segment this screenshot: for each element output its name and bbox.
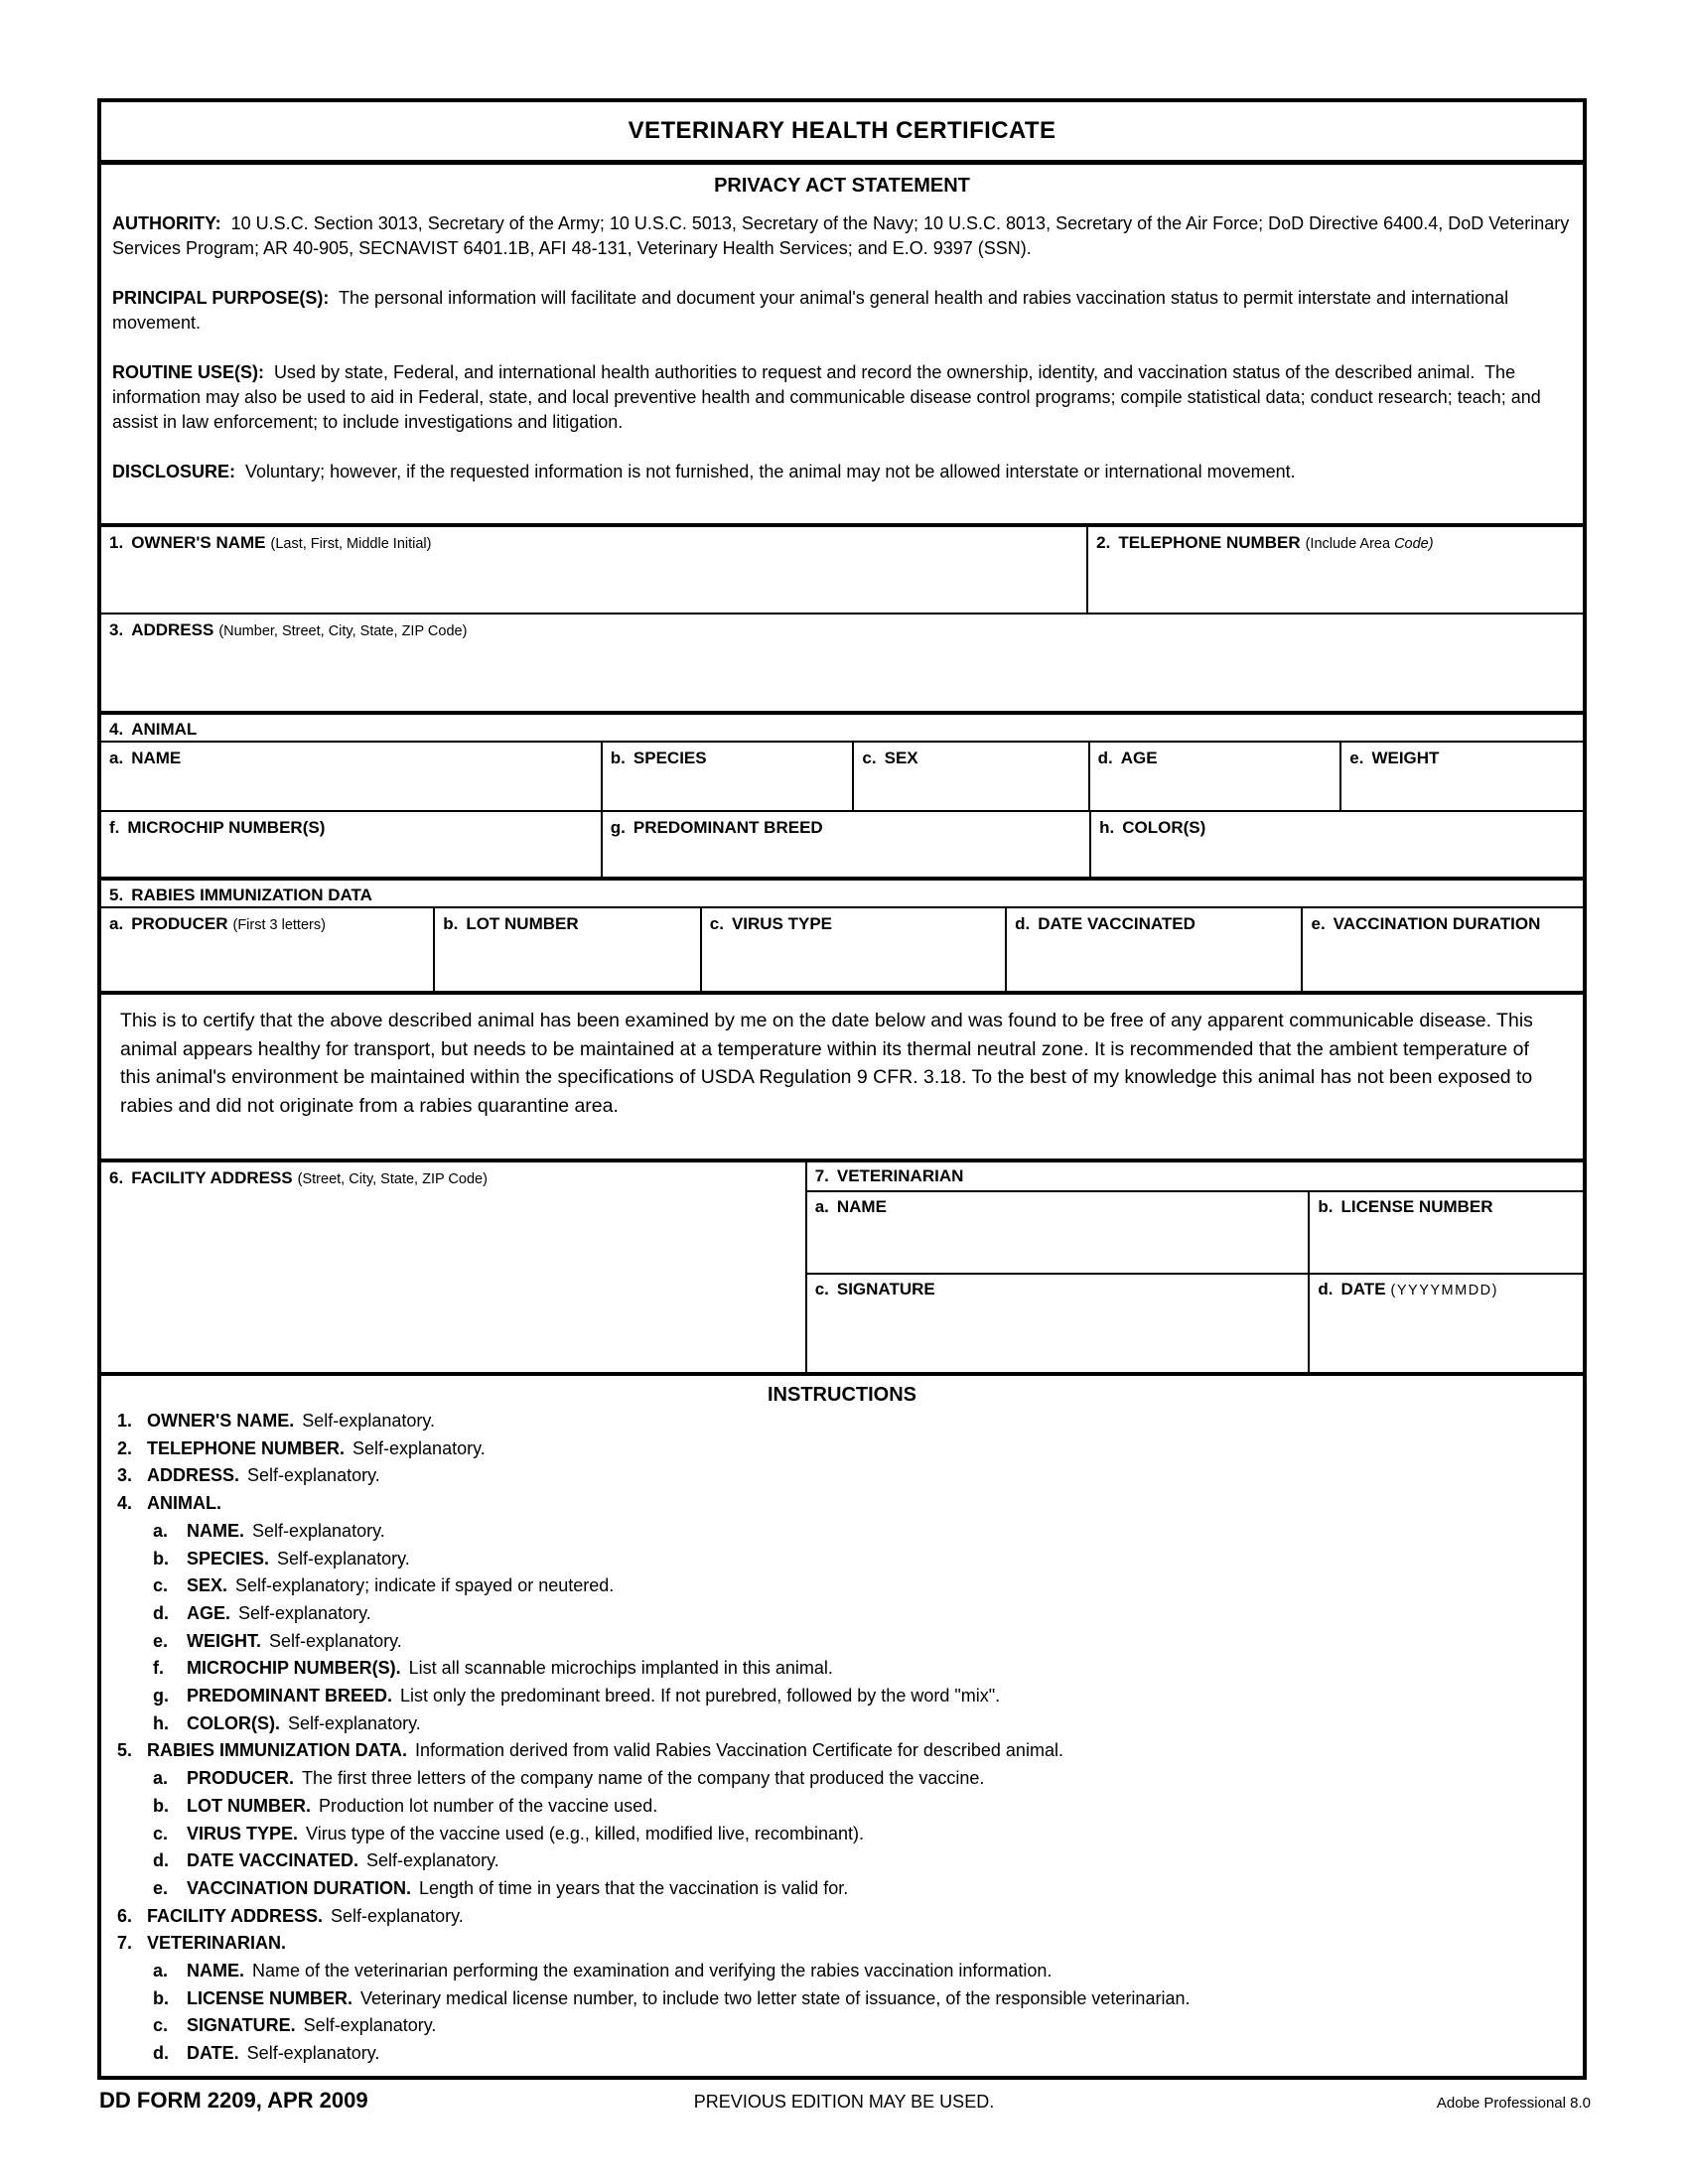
veterinarian-section xyxy=(805,1162,1583,1372)
item-text: Veterinary medical license number, to include two letter state of issuance, of the responsible veterinarian. xyxy=(360,1987,1191,2008)
paragraph-text: Voluntary; however, if the requested information is not furnished, the animal may not be allowed interstate or international movement. xyxy=(235,462,1296,481)
field-paren: (Number, Street, City, State, ZIP Code) xyxy=(218,623,468,639)
field-label: ADDRESS xyxy=(131,620,214,639)
section-label: VETERINARIAN xyxy=(836,1166,964,1185)
item-text: Self-explanatory. xyxy=(252,1520,385,1541)
privacy-act-section xyxy=(101,165,1583,527)
item-number: e. xyxy=(153,1877,169,1898)
field-label: WEIGHT xyxy=(1371,749,1440,767)
field-number: d. xyxy=(1015,914,1031,933)
field-microchip-numbers[interactable] xyxy=(101,812,601,877)
field-paren: (Street, City, State, ZIP Code) xyxy=(297,1171,488,1187)
field-label: OWNER'S NAME xyxy=(131,533,266,552)
item-number: 1. xyxy=(117,1411,133,1431)
instructions-heading: INSTRUCTIONS xyxy=(768,1384,916,1406)
item-label: DATE VACCINATED. xyxy=(187,1850,358,1871)
field-label: VIRUS TYPE xyxy=(731,914,833,933)
privacy-paragraph-purpose xyxy=(112,286,1572,336)
item-label: LOT NUMBER. xyxy=(187,1795,311,1816)
instruction-item-5b xyxy=(101,1793,1583,1821)
instruction-item-4g xyxy=(101,1683,1583,1710)
item-text: Self-explanatory. xyxy=(277,1548,410,1569)
instruction-item-4h xyxy=(101,1710,1583,1738)
item-label: DATE. xyxy=(187,2043,239,2064)
item-label: NAME. xyxy=(187,1520,244,1541)
item-label: OWNER'S NAME. xyxy=(147,1411,295,1431)
item-text: List only the predominant breed. If not purebred, followed by the word "mix". xyxy=(400,1686,1001,1706)
item-number: 6. xyxy=(117,1905,133,1926)
instruction-item-5d xyxy=(101,1847,1583,1875)
field-paren: (YYYYMMDD) xyxy=(1390,1283,1498,1298)
field-label: LOT NUMBER xyxy=(466,914,579,933)
item-text: Length of time in years that the vaccination is valid for. xyxy=(418,1877,849,1898)
item-label: MICROCHIP NUMBER(S). xyxy=(187,1658,401,1679)
item-number: e. xyxy=(153,1630,169,1651)
field-number: a. xyxy=(109,914,124,933)
field-owner-name[interactable] xyxy=(101,527,1086,613)
field-label: PREDOMINANT BREED xyxy=(633,818,823,837)
field-label: NAME xyxy=(131,749,182,767)
field-number: c. xyxy=(814,1280,829,1298)
field-veterinarian-name[interactable] xyxy=(807,1192,1309,1273)
instruction-item-2 xyxy=(101,1435,1583,1463)
item-number: h. xyxy=(153,1712,169,1733)
instruction-item-6 xyxy=(101,1903,1583,1931)
item-text: Name of the veterinarian performing the examination and verifying the rabies vaccination information. xyxy=(252,1961,1053,1981)
form-title: VETERINARY HEALTH CERTIFICATE xyxy=(101,102,1583,165)
paragraph-lead: DISCLOSURE: xyxy=(112,462,236,481)
item-label: VIRUS TYPE. xyxy=(187,1823,299,1843)
item-number: a. xyxy=(153,1520,169,1541)
item-number: a. xyxy=(153,1961,169,1981)
item-number: 3. xyxy=(117,1465,133,1486)
item-number: 2. xyxy=(117,1437,133,1458)
instruction-item-5c xyxy=(101,1821,1583,1848)
section-number: 7. xyxy=(814,1166,829,1185)
field-number: e. xyxy=(1349,749,1364,767)
item-text: Self-explanatory. xyxy=(331,1905,464,1926)
field-label: NAME xyxy=(836,1197,887,1216)
dd-form-2209 xyxy=(97,98,1587,2080)
field-number: 3. xyxy=(109,620,124,639)
item-label: NAME. xyxy=(187,1961,244,1981)
field-number: 1. xyxy=(109,533,124,552)
previous-edition-note: PREVIOUS EDITION MAY BE USED. xyxy=(693,2092,995,2112)
item-text: Self-explanatory. xyxy=(247,1465,380,1486)
item-number: b. xyxy=(153,1795,169,1816)
section-header-rabies xyxy=(101,877,1583,908)
field-number: g. xyxy=(610,818,626,837)
instruction-item-5a xyxy=(101,1765,1583,1793)
field-label: SIGNATURE xyxy=(836,1280,935,1298)
field-producer[interactable] xyxy=(101,908,433,991)
item-text: Self-explanatory. xyxy=(246,2043,380,2064)
field-address[interactable] xyxy=(101,614,1583,711)
field-paren: (First 3 letters) xyxy=(232,917,326,933)
item-number: g. xyxy=(153,1686,169,1706)
item-label: ANIMAL. xyxy=(147,1493,221,1514)
item-label: TELEPHONE NUMBER. xyxy=(147,1437,346,1458)
item-text: Self-explanatory. xyxy=(352,1437,486,1458)
paragraph-text: The personal information will facilitate and document your animal's general health and rabies vaccination status to permit interstate and international movement. xyxy=(112,288,1514,333)
item-number: a. xyxy=(153,1768,169,1789)
instruction-item-7d xyxy=(101,2040,1583,2068)
field-age[interactable] xyxy=(1088,743,1340,810)
field-number: h. xyxy=(1099,818,1115,837)
item-number: c. xyxy=(153,1575,169,1596)
instruction-item-1 xyxy=(101,1408,1583,1435)
paren-italic-text: Code) xyxy=(1394,536,1434,552)
instruction-item-4e xyxy=(101,1628,1583,1656)
field-label: PRODUCER xyxy=(131,914,228,933)
field-colors[interactable] xyxy=(1089,812,1583,877)
item-label: VACCINATION DURATION. xyxy=(187,1877,411,1898)
section-label: RABIES IMMUNIZATION DATA xyxy=(131,886,372,904)
item-label: COLOR(S). xyxy=(187,1712,280,1733)
field-label: AGE xyxy=(1120,749,1158,767)
page-footer xyxy=(97,2088,1591,2117)
form-number: DD FORM 2209, APR 2009 xyxy=(99,2088,368,2113)
field-weight[interactable] xyxy=(1339,743,1583,810)
section-header-animal xyxy=(101,711,1583,743)
field-number: e. xyxy=(1311,914,1326,933)
item-label: AGE. xyxy=(187,1602,231,1623)
item-text: List all scannable microchips implanted in this animal. xyxy=(408,1658,833,1679)
instruction-item-4 xyxy=(101,1490,1583,1518)
item-label: WEIGHT. xyxy=(187,1630,261,1651)
instruction-item-5e xyxy=(101,1875,1583,1903)
field-date-vaccinated[interactable] xyxy=(1005,908,1301,991)
field-animal-name[interactable] xyxy=(101,743,601,810)
instruction-item-3 xyxy=(101,1462,1583,1490)
field-label: COLOR(S) xyxy=(1122,818,1206,837)
field-label: DATE VACCINATED xyxy=(1038,914,1196,933)
field-date[interactable] xyxy=(1308,1275,1583,1372)
field-telephone-number[interactable] xyxy=(1086,527,1583,613)
field-label: MICROCHIP NUMBER(S) xyxy=(127,818,326,837)
item-text: The first three letters of the company name of the company that produced the vaccine. xyxy=(302,1768,985,1789)
item-number: d. xyxy=(153,1850,169,1871)
item-number: d. xyxy=(153,2043,169,2064)
item-label: SEX. xyxy=(187,1575,228,1596)
paragraph-lead: AUTHORITY: xyxy=(112,213,221,233)
instruction-item-4c xyxy=(101,1572,1583,1600)
item-text: Virus type of the vaccine used (e.g., killed, modified live, recombinant). xyxy=(306,1823,864,1843)
field-number: c. xyxy=(862,749,877,767)
field-label: LICENSE NUMBER xyxy=(1340,1197,1493,1216)
item-label: SIGNATURE. xyxy=(187,2015,296,2036)
field-label: FACILITY ADDRESS xyxy=(131,1168,293,1187)
field-number: 6. xyxy=(109,1168,124,1187)
instruction-item-5 xyxy=(101,1737,1583,1765)
section-header-veterinarian xyxy=(807,1162,1583,1192)
item-text: Production lot number of the vaccine used. xyxy=(319,1795,658,1816)
field-paren xyxy=(1306,536,1434,552)
paragraph-text: Used by state, Federal, and international health authorities to request and record the ownership, identity, and vaccination status of the described animal. The information may also be used to aid in Federal, state, and local preventive health and communicable disease control programs; compile statistical data; conduct research; teach; and assist in law enforcement; to include investigations and litigation. xyxy=(112,362,1546,432)
item-label: PRODUCER. xyxy=(187,1768,295,1789)
field-number: a. xyxy=(814,1197,829,1216)
item-text: Self-explanatory. xyxy=(302,1411,436,1431)
instruction-item-4f xyxy=(101,1655,1583,1683)
paren-text: (Include Area xyxy=(1305,536,1395,552)
item-label: LICENSE NUMBER. xyxy=(187,1987,353,2008)
field-signature[interactable] xyxy=(807,1275,1309,1372)
field-number: b. xyxy=(443,914,459,933)
item-label: RABIES IMMUNIZATION DATA. xyxy=(147,1740,407,1761)
item-text: Self-explanatory. xyxy=(238,1602,371,1623)
item-label: PREDOMINANT BREED. xyxy=(187,1686,393,1706)
field-sex[interactable] xyxy=(852,743,1087,810)
field-species[interactable] xyxy=(601,743,853,810)
field-paren: (Last, First, Middle Initial) xyxy=(270,536,432,552)
item-number: b. xyxy=(153,1987,169,2008)
privacy-paragraph-disclosure xyxy=(112,460,1572,484)
item-number: f. xyxy=(153,1658,164,1679)
privacy-paragraph-authority xyxy=(112,211,1575,261)
instruction-item-4d xyxy=(101,1600,1583,1628)
item-number: c. xyxy=(153,2015,169,2036)
field-facility-address[interactable] xyxy=(101,1162,805,1372)
field-lot-number[interactable] xyxy=(433,908,700,991)
field-vaccination-duration[interactable] xyxy=(1301,908,1583,991)
item-number: 7. xyxy=(117,1933,133,1954)
field-number: d. xyxy=(1318,1280,1334,1298)
field-number: c. xyxy=(709,914,724,933)
paragraph-lead: PRINCIPAL PURPOSE(S): xyxy=(112,288,330,308)
field-predominant-breed[interactable] xyxy=(601,812,1089,877)
item-text: Information derived from valid Rabies Vaccination Certificate for described animal. xyxy=(414,1740,1063,1761)
item-number: 5. xyxy=(117,1740,133,1761)
instruction-item-7b xyxy=(101,1985,1583,2013)
instruction-item-7c xyxy=(101,2012,1583,2040)
field-number: b. xyxy=(610,749,626,767)
certification-statement: This is to certify that the above described animal has been examined by me on the date below and was found to be free of any apparent communicable disease. This animal appears healthy for transport, but needs to be maintained at a temperature within its thermal neutral zone. It is recommended that the ambient temperature of this animal's environment be maintained within the specifications of USDA Regulation 9 CFR. 3.18. To the best of my knowledge this animal has not been exposed to rabies and did not originate from a rabies quarantine area. xyxy=(101,991,1583,1159)
item-label: VETERINARIAN. xyxy=(147,1933,287,1954)
section-label: ANIMAL xyxy=(131,720,198,739)
item-text: Self-explanatory. xyxy=(269,1630,402,1651)
section-number: 4. xyxy=(109,720,124,739)
field-virus-type[interactable] xyxy=(700,908,1005,991)
item-number: c. xyxy=(153,1823,169,1843)
item-label: ADDRESS. xyxy=(147,1465,240,1486)
field-label: SPECIES xyxy=(633,749,707,767)
instruction-item-7a xyxy=(101,1958,1583,1985)
software-credit: Adobe Professional 8.0 xyxy=(1436,2095,1591,2112)
paragraph-lead: ROUTINE USE(S): xyxy=(112,362,264,382)
field-license-number[interactable] xyxy=(1308,1192,1583,1273)
field-number: a. xyxy=(109,749,124,767)
privacy-paragraph-routine-use xyxy=(112,360,1572,435)
field-label: DATE xyxy=(1340,1280,1386,1298)
field-number: f. xyxy=(109,818,120,837)
item-number: d. xyxy=(153,1602,169,1623)
field-number: b. xyxy=(1318,1197,1334,1216)
instructions-section xyxy=(101,1372,1583,2076)
section-number: 5. xyxy=(109,886,124,904)
field-label: TELEPHONE NUMBER xyxy=(1118,533,1301,552)
item-text: Self-explanatory. xyxy=(288,1712,421,1733)
item-label: SPECIES. xyxy=(187,1548,270,1569)
field-number: d. xyxy=(1097,749,1113,767)
item-text: Self-explanatory. xyxy=(366,1850,499,1871)
item-number: 4. xyxy=(117,1493,133,1514)
item-text: Self-explanatory; indicate if spayed or neutered. xyxy=(235,1575,615,1596)
privacy-act-heading: PRIVACY ACT STATEMENT xyxy=(714,175,970,197)
item-label: FACILITY ADDRESS. xyxy=(147,1905,324,1926)
paragraph-text: 10 U.S.C. Section 3013, Secretary of the Army; 10 U.S.C. 5013, Secretary of the Navy; 10 U.S.C. 8013, Secretary of the Air Force; DoD Directive 6400.4, DoD Veterinary Services Program; AR 40-905, SECNAVIST 6401.1B, AFI 48-131, Veterinary Health Services; and E.O. 9397 (SSN). xyxy=(112,213,1575,258)
item-text: Self-explanatory. xyxy=(303,2015,437,2036)
item-number: b. xyxy=(153,1548,169,1569)
instruction-item-7 xyxy=(101,1930,1583,1958)
instruction-item-4b xyxy=(101,1546,1583,1573)
field-label: SEX xyxy=(884,749,918,767)
field-label: VACCINATION DURATION xyxy=(1333,914,1541,933)
field-number: 2. xyxy=(1096,533,1111,552)
instruction-item-4a xyxy=(101,1518,1583,1546)
